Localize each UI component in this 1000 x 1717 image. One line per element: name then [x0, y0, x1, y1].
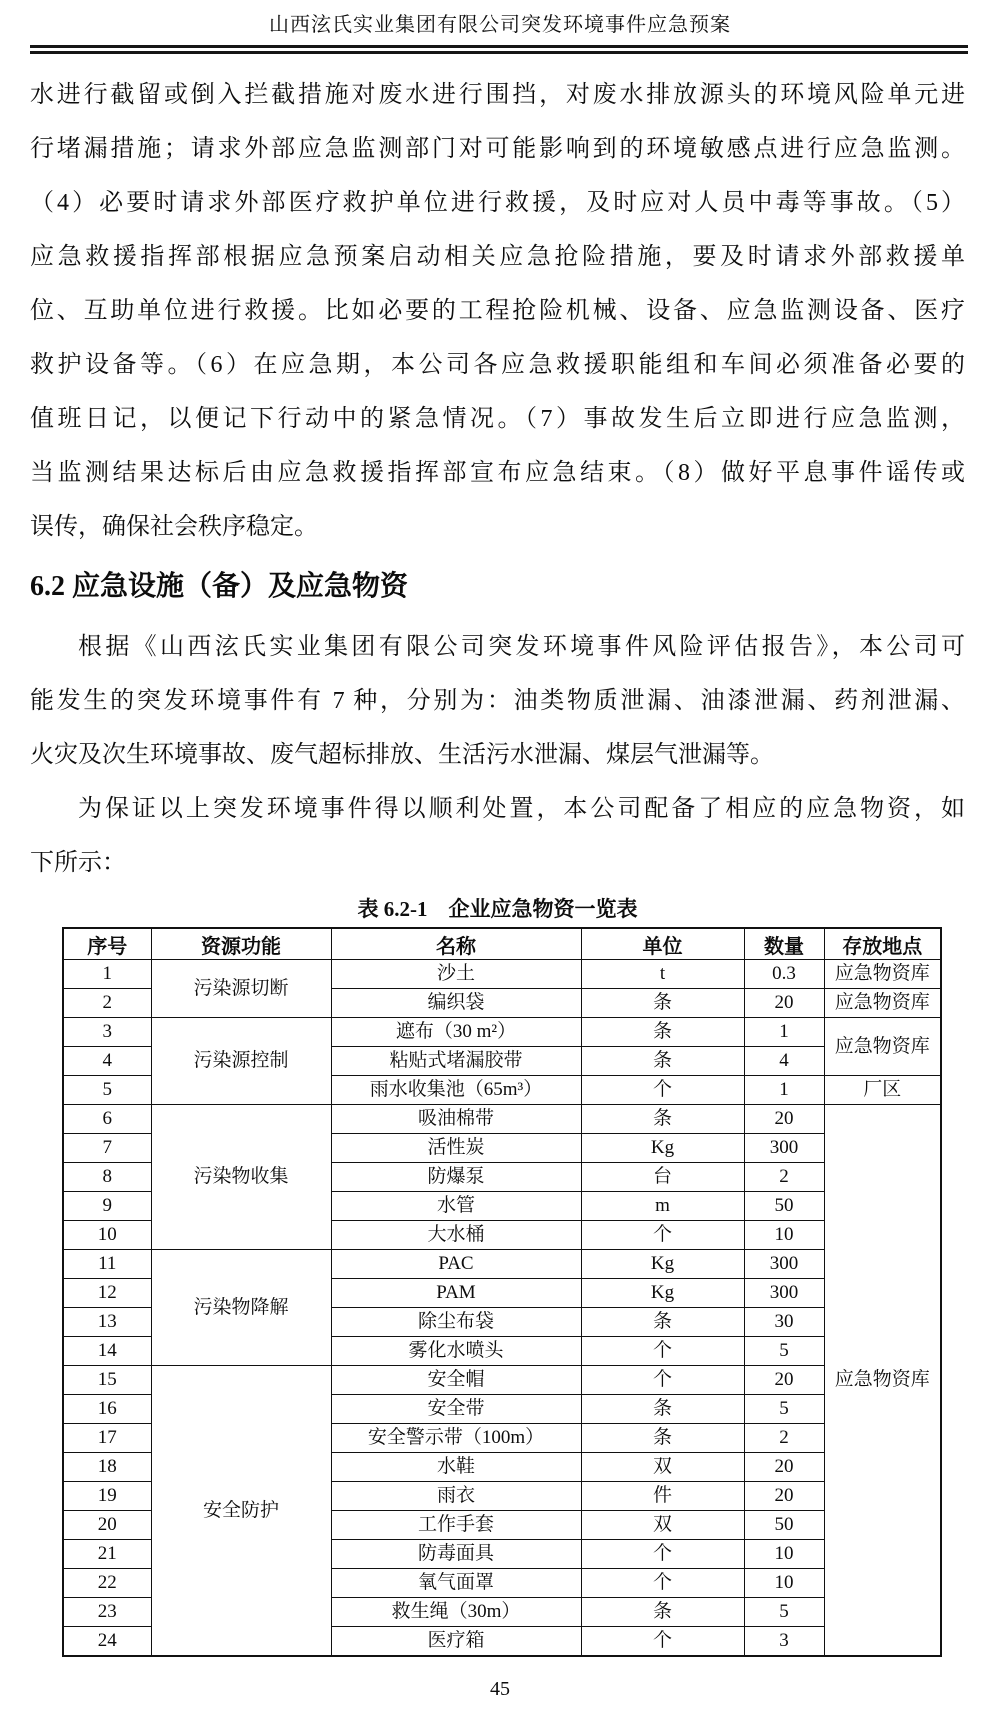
table-row	[63, 1018, 941, 1047]
paragraph-risk-report	[30, 620, 965, 782]
cell-qty: 10	[744, 1569, 824, 1598]
cell-unit: 件	[581, 1482, 744, 1511]
cell-name: 雨水收集池（65m³）	[331, 1076, 581, 1105]
cell-name: 活性炭	[331, 1134, 581, 1163]
cell-unit: 台	[581, 1163, 744, 1192]
body-line: 当监测结果达标后由应急救援指挥部宣布应急结束。（8）做好平息事件谣传或	[30, 460, 965, 486]
cell-name: 大水桶	[331, 1221, 581, 1250]
cell-no: 9	[63, 1192, 151, 1221]
cell-unit: Kg	[581, 1250, 744, 1279]
cell-qty: 300	[744, 1279, 824, 1308]
cell-no: 13	[63, 1308, 151, 1337]
cell-name: 工作手套	[331, 1511, 581, 1540]
cell-no: 7	[63, 1134, 151, 1163]
cell-unit: Kg	[581, 1279, 744, 1308]
page-content	[30, 54, 965, 1657]
cell-func: 污染物收集	[151, 1105, 331, 1250]
cell-no: 20	[63, 1511, 151, 1540]
body-line: 值班日记，以便记下行动中的紧急情况。（7）事故发生后立即进行应急监测，	[30, 406, 965, 432]
cell-no: 6	[63, 1105, 151, 1134]
cell-qty: 5	[744, 1337, 824, 1366]
cell-name: 雨衣	[331, 1482, 581, 1511]
cell-no: 3	[63, 1018, 151, 1047]
cell-name: 防爆泵	[331, 1163, 581, 1192]
cell-qty: 30	[744, 1308, 824, 1337]
cell-unit: 条	[581, 1105, 744, 1134]
cell-name: 氧气面罩	[331, 1569, 581, 1598]
table-header-location: 存放地点	[824, 928, 941, 960]
table-title: 表 6.2-1 企业应急物资一览表	[357, 897, 638, 921]
cell-unit: 个	[581, 1569, 744, 1598]
cell-unit: 双	[581, 1511, 744, 1540]
cell-qty: 1	[744, 1076, 824, 1105]
cell-name: 水鞋	[331, 1453, 581, 1482]
cell-name: 防毒面具	[331, 1540, 581, 1569]
cell-unit: m	[581, 1192, 744, 1221]
cell-unit: 个	[581, 1540, 744, 1569]
cell-qty: 2	[744, 1424, 824, 1453]
cell-name: 医疗箱	[331, 1627, 581, 1657]
cell-func: 污染源切断	[151, 960, 331, 1018]
cell-name: 编织袋	[331, 989, 581, 1018]
cell-qty: 4	[744, 1047, 824, 1076]
table-header-serial: 序号	[63, 928, 151, 960]
cell-unit: t	[581, 960, 744, 989]
cell-qty: 5	[744, 1395, 824, 1424]
cell-loc: 厂区	[824, 1076, 941, 1105]
cell-no: 14	[63, 1337, 151, 1366]
cell-name: 沙土	[331, 960, 581, 989]
cell-no: 1	[63, 960, 151, 989]
cell-qty: 10	[744, 1540, 824, 1569]
cell-no: 11	[63, 1250, 151, 1279]
supplies-table-body	[63, 960, 941, 1657]
cell-no: 4	[63, 1047, 151, 1076]
cell-qty: 300	[744, 1250, 824, 1279]
cell-no: 24	[63, 1627, 151, 1657]
cell-no: 10	[63, 1221, 151, 1250]
cell-qty: 20	[744, 1453, 824, 1482]
cell-name: PAM	[331, 1279, 581, 1308]
body-line: （4）必要时请求外部医疗救护单位进行救援，及时应对人员中毒等事故。（5）	[30, 190, 965, 216]
table-row	[63, 1366, 941, 1395]
cell-qty: 10	[744, 1221, 824, 1250]
cell-unit: 双	[581, 1453, 744, 1482]
cell-unit: 条	[581, 1047, 744, 1076]
cell-unit: 个	[581, 1366, 744, 1395]
cell-no: 12	[63, 1279, 151, 1308]
cell-qty: 50	[744, 1192, 824, 1221]
cell-qty: 0.3	[744, 960, 824, 989]
header-divider	[30, 45, 968, 54]
cell-name: 安全警示带（100m）	[331, 1424, 581, 1453]
cell-name: 安全带	[331, 1395, 581, 1424]
cell-func: 污染物降解	[151, 1250, 331, 1366]
cell-func: 安全防护	[151, 1366, 331, 1657]
table-header-row	[63, 928, 941, 960]
cell-unit: 条	[581, 1424, 744, 1453]
cell-name: 遮布（30 m²）	[331, 1018, 581, 1047]
page-number: 45	[490, 1678, 510, 1700]
cell-unit: 条	[581, 1598, 744, 1627]
supplies-table	[62, 927, 942, 1657]
cell-qty: 3	[744, 1627, 824, 1657]
table-row	[63, 1105, 941, 1134]
cell-qty: 1	[744, 1018, 824, 1047]
cell-no: 2	[63, 989, 151, 1018]
cell-qty: 20	[744, 1366, 824, 1395]
paragraph-emergency-measures	[30, 68, 965, 554]
cell-loc: 应急物资库	[824, 960, 941, 989]
cell-name: 安全帽	[331, 1366, 581, 1395]
cell-loc: 应急物资库	[824, 989, 941, 1018]
cell-unit: 条	[581, 1018, 744, 1047]
table-row	[63, 1250, 941, 1279]
body-line: 下所示：	[30, 850, 126, 876]
paragraph-supplies-intro	[30, 782, 965, 890]
cell-unit: 个	[581, 1627, 744, 1657]
cell-unit: 个	[581, 1221, 744, 1250]
body-line: 应急救援指挥部根据应急预案启动相关应急抢险措施，要及时请求外部救援单	[30, 244, 965, 270]
body-line: 水进行截留或倒入拦截措施对废水进行围挡，对废水排放源头的环境风险单元进	[30, 82, 965, 108]
body-line: 为保证以上突发环境事件得以顺利处置，本公司配备了相应的应急物资，如	[78, 796, 965, 822]
table-header-quantity: 数量	[744, 928, 824, 960]
body-line: 火灾及次生环境事故、废气超标排放、生活污水泄漏、煤层气泄漏等。	[30, 742, 774, 768]
cell-no: 18	[63, 1453, 151, 1482]
cell-no: 23	[63, 1598, 151, 1627]
table-header-unit: 单位	[581, 928, 744, 960]
cell-qty: 300	[744, 1134, 824, 1163]
cell-name: 救生绳（30m）	[331, 1598, 581, 1627]
cell-no: 15	[63, 1366, 151, 1395]
cell-qty: 5	[744, 1598, 824, 1627]
body-line: 能发生的突发环境事件有 7 种，分别为：油类物质泄漏、油漆泄漏、药剂泄漏、	[30, 688, 965, 714]
cell-no: 19	[63, 1482, 151, 1511]
cell-no: 21	[63, 1540, 151, 1569]
section-heading-6-2: 6.2 应急设施（备）及应急物资	[30, 571, 409, 602]
cell-qty: 20	[744, 989, 824, 1018]
cell-qty: 50	[744, 1511, 824, 1540]
table-header-name: 名称	[331, 928, 581, 960]
cell-loc: 应急物资库	[824, 1018, 941, 1076]
cell-unit: 条	[581, 1308, 744, 1337]
cell-no: 16	[63, 1395, 151, 1424]
cell-no: 17	[63, 1424, 151, 1453]
cell-unit: 条	[581, 1395, 744, 1424]
cell-no: 8	[63, 1163, 151, 1192]
cell-unit: Kg	[581, 1134, 744, 1163]
body-line: 位、互助单位进行救援。比如必要的工程抢险机械、设备、应急监测设备、医疗	[30, 298, 965, 324]
cell-no: 5	[63, 1076, 151, 1105]
cell-no: 22	[63, 1569, 151, 1598]
body-line: 行堵漏措施；请求外部应急监测部门对可能影响到的环境敏感点进行应急监测。	[30, 136, 965, 162]
table-row	[63, 960, 941, 989]
cell-unit: 条	[581, 989, 744, 1018]
body-line: 救护设备等。（6）在应急期，本公司各应急救援职能组和车间必须准备必要的	[30, 352, 965, 378]
cell-unit: 个	[581, 1337, 744, 1366]
body-line: 误传，确保社会秩序稳定。	[30, 514, 318, 540]
cell-name: 水管	[331, 1192, 581, 1221]
page-header-title: 山西泫氏实业集团有限公司突发环境事件应急预案	[269, 14, 731, 36]
body-line: 根据《山西泫氏实业集团有限公司突发环境事件风险评估报告》，本公司可	[78, 634, 965, 660]
cell-unit: 个	[581, 1076, 744, 1105]
cell-name: 雾化水喷头	[331, 1337, 581, 1366]
cell-name: 粘贴式堵漏胶带	[331, 1047, 581, 1076]
cell-qty: 20	[744, 1105, 824, 1134]
cell-name: PAC	[331, 1250, 581, 1279]
table-header-function: 资源功能	[151, 928, 331, 960]
cell-qty: 20	[744, 1482, 824, 1511]
cell-func: 污染源控制	[151, 1018, 331, 1105]
cell-name: 吸油棉带	[331, 1105, 581, 1134]
cell-qty: 2	[744, 1163, 824, 1192]
cell-name: 除尘布袋	[331, 1308, 581, 1337]
cell-loc: 应急物资库	[824, 1105, 941, 1657]
